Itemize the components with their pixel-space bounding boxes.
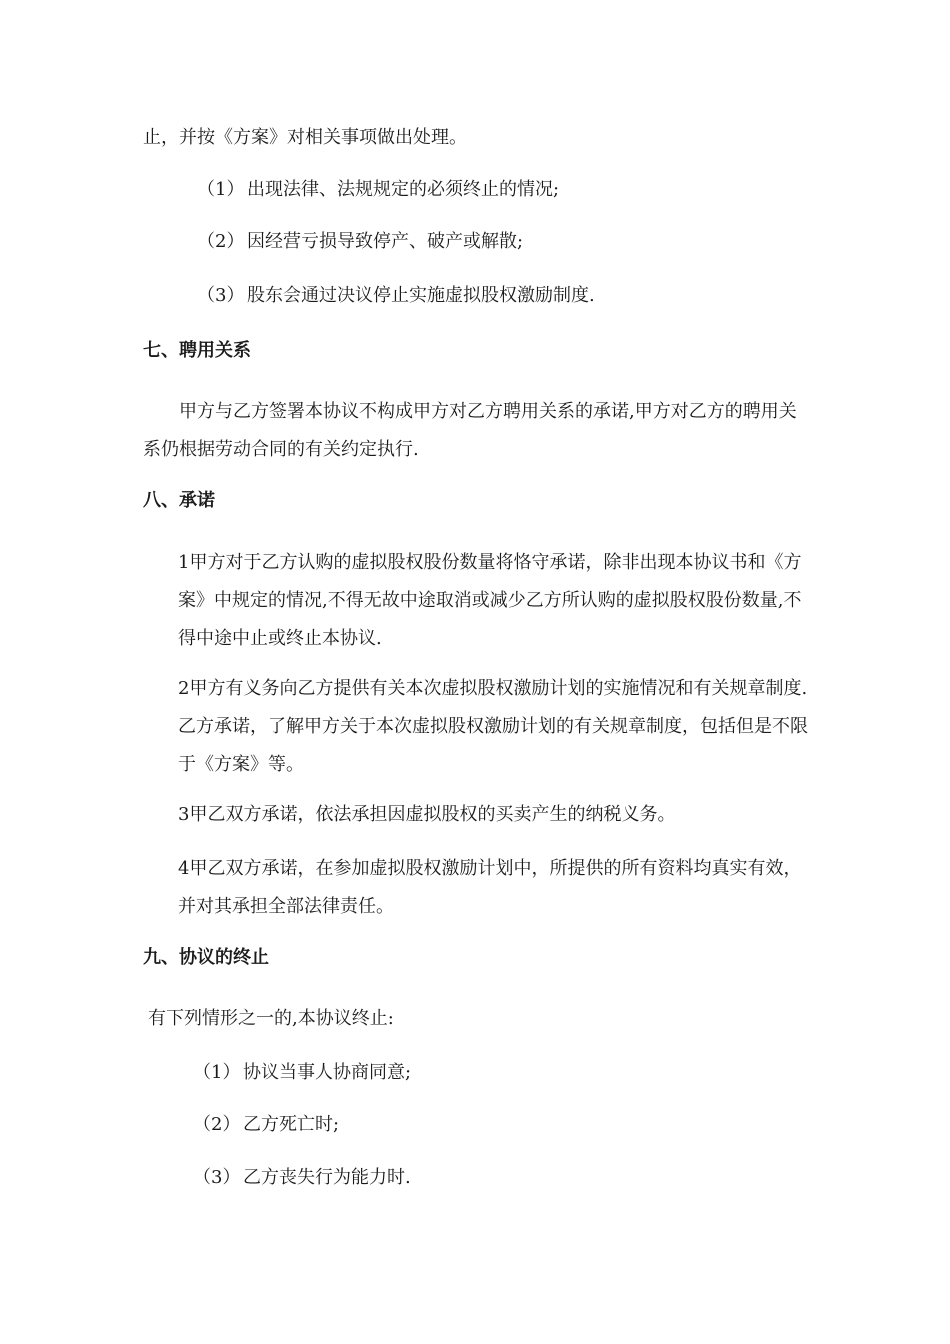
section8-item-4: 4甲乙双方承诺，在参加虚拟股权激励计划中，所提供的所有资料均真实有效，并对其承担全部法律责任。 [178,858,802,917]
section8-item-2: 2甲方有义务向乙方提供有关本次虚拟股权激励计划的实施情况和有关规章制度.乙方承诺，了解甲方关于本次虚拟股权激励计划的有关规章制度，包括但是不限于《方案》等。 [178,678,808,775]
section9-heading: 九、协议的终止 [143,947,269,968]
section7-body: 甲方与乙方签署本协议不构成甲方对乙方聘用关系的承诺,甲方对乙方的聘用关系仍根据劳动合同的有关约定执行. [143,401,797,460]
section9-item-1 [193,1061,411,1085]
section8-item-1: 1甲方对于乙方认购的虚拟股权股份数量将恪守承诺，除非出现本协议书和《方案》中规定的情况,不得无故中途取消或减少乙方所认购的虚拟股权股份数量,不得中途中止或终止本协议. [178,552,802,649]
section9-item-3 [193,1166,411,1190]
item-number: （3） [197,285,245,306]
section7-heading: 七、聘用关系 [143,340,251,361]
item-text: 出现法律、法规规定的必须终止的情况; [247,179,560,200]
section8-item-3: 3甲乙双方承诺，依法承担因虚拟股权的买卖产生的纳税义务。 [178,804,676,825]
item-number: （1） [197,179,245,200]
item-text: 乙方死亡时; [243,1114,340,1135]
item-text: 因经营亏损导致停产、破产或解散; [247,231,524,252]
intro-line: 止，并按《方案》对相关事项做出处理。 [143,127,467,148]
section9-item-2 [193,1113,339,1137]
section8-heading: 八、承诺 [143,490,215,511]
item-number: （2） [197,231,245,252]
item-text: 乙方丧失行为能力时. [243,1167,411,1188]
section6-item-1 [197,178,559,202]
item-text: 协议当事人协商同意; [243,1062,412,1083]
section6-item-3 [197,284,595,308]
item-text: 股东会通过决议停止实施虚拟股权激励制度. [247,285,595,306]
item-number: （2） [193,1114,241,1135]
section6-item-2 [197,230,523,254]
item-number: （1） [193,1062,241,1083]
item-number: （3） [193,1167,241,1188]
section9-lead: 有下列情形之一的,本协议终止: [148,1008,394,1029]
